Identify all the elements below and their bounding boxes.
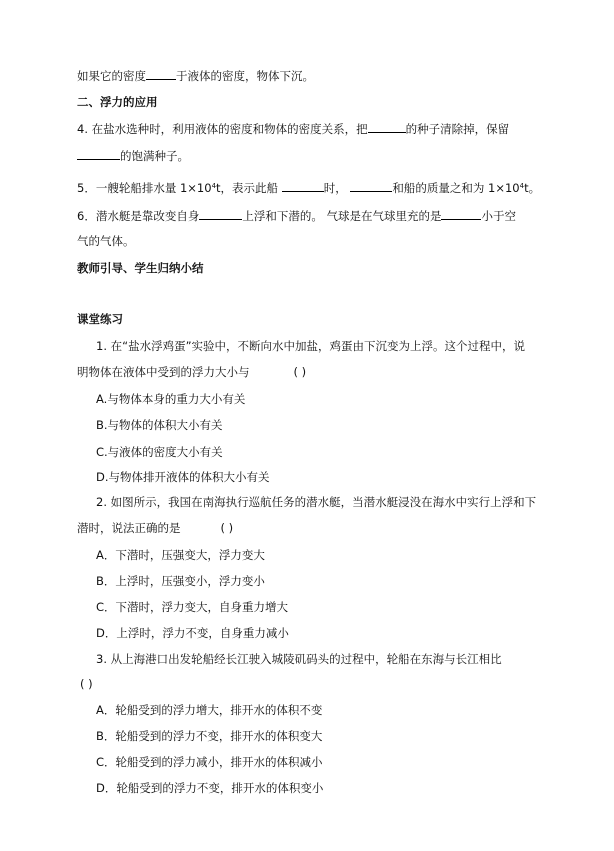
q2-option-c: C．下潜时，浮力变大，自身重力增大 bbox=[96, 600, 289, 614]
blank[interactable] bbox=[350, 180, 392, 192]
blank[interactable] bbox=[368, 121, 406, 133]
blank[interactable] bbox=[441, 208, 481, 220]
q1-stem-line2: 明物体在液体中受到的浮力大小与 ( ) bbox=[77, 365, 307, 379]
blank[interactable] bbox=[282, 180, 324, 192]
q1-option-c: C.与液体的密度大小有关 bbox=[96, 445, 223, 459]
q3-option-d: D．轮船受到的浮力不变，排开水的体积变小 bbox=[96, 781, 324, 795]
q3-option-a: A．轮船受到的浮力增大，排开水的体积不变 bbox=[96, 703, 323, 717]
answer-paren[interactable]: ( ) bbox=[80, 677, 93, 691]
line-density-fill: 如果它的密度 于液体的密度，物体下沉。 bbox=[77, 69, 314, 83]
q1-option-a: A.与物体本身的重力大小有关 bbox=[96, 392, 246, 406]
q1-option-b: B.与物体的体积大小有关 bbox=[96, 418, 223, 432]
blank[interactable] bbox=[146, 68, 176, 80]
q2-stem-line1: 2. 如图所示，我国在南海执行巡航任务的潜水艇，当潜水艇浸没在海水中实行上浮和下 bbox=[96, 495, 537, 509]
blank[interactable] bbox=[77, 148, 120, 160]
answer-paren[interactable]: ( ) bbox=[220, 521, 234, 535]
summary-heading: 教师引导、学生归纳小结 bbox=[77, 261, 204, 275]
item-6-line1: 6．潜水艇是靠改变自身 上浮和下潜的。 气球是在气球里充的是 小于空 bbox=[77, 209, 516, 223]
blank[interactable] bbox=[199, 208, 242, 220]
item-4-line2: 的饱满种子。 bbox=[77, 148, 189, 163]
section-heading: 二、浮力的应用 bbox=[77, 95, 158, 109]
q2-option-b: B．上浮时，压强变小，浮力变小 bbox=[96, 574, 265, 588]
item-4-line1: 4. 在盐水选种时，利用液体的密度和物体的密度关系，把 的种子清除掉，保留 bbox=[77, 122, 510, 136]
q1-option-d: D.与物体排开液体的体积大小有关 bbox=[96, 470, 270, 484]
q2-option-a: A．下潜时，压强变大，浮力变大 bbox=[96, 548, 265, 562]
q3-option-c: C．轮船受到的浮力减小，排开水的体积减小 bbox=[96, 755, 323, 769]
q2-option-d: D．上浮时，浮力不变，自身重力减小 bbox=[96, 626, 289, 640]
answer-paren[interactable]: ( ) bbox=[293, 365, 307, 379]
q1-stem-line1: 1. 在“盐水浮鸡蛋”实验中，不断向水中加盐，鸡蛋由下沉变为上浮。这个过程中，说 bbox=[96, 339, 526, 353]
item-6-line2: 气的气体。 bbox=[77, 234, 135, 248]
q2-stem-line2: 潜时，说法正确的是 ( ) bbox=[77, 521, 234, 535]
practice-heading: 课堂练习 bbox=[77, 312, 123, 326]
item-5: 5．一艘轮船排水量 $1\times 10^4t$，表示此船 时， 和船的质量之和为 $1\times 10^4t$。 bbox=[77, 181, 541, 195]
q3-stem-line1: 3. 从上海港口出发轮船经长江驶入城陵矶码头的过程中，轮船在东海与长江相比 bbox=[96, 652, 502, 666]
q3-option-b: B．轮船受到的浮力不变，排开水的体积变大 bbox=[96, 729, 323, 743]
